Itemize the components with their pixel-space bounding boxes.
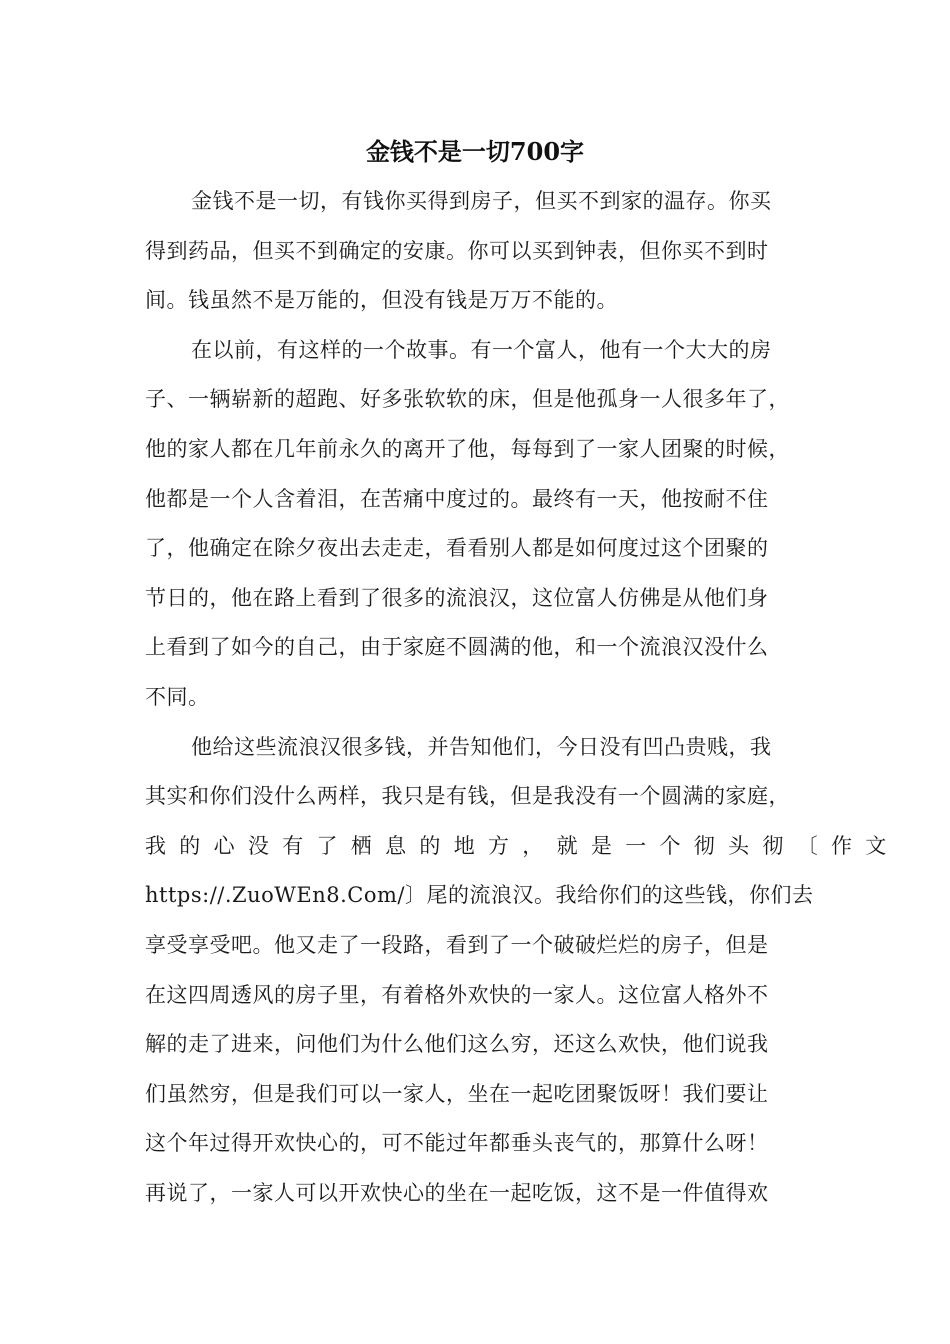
paragraph-line: 这个年过得开欢快心的，可不能过年都垂头丧气的，那算什么呀！ bbox=[145, 1131, 769, 1156]
paragraph-line: 得到药品，但买不到确定的安康。你可以买到钟表，但你买不到时 bbox=[145, 238, 769, 263]
paragraph-line: 间。钱虽然不是万能的，但没有钱是万万不能的。 bbox=[145, 288, 618, 313]
paragraph-line: 享受享受吧。他又走了一段路，看到了一个破破烂烂的房子，但是 bbox=[145, 932, 769, 957]
document-title: 金钱不是一切700字 bbox=[365, 137, 585, 166]
paragraph-line: 解的走了进来，问他们为什么他们这么穷，还这么欢快，他们说我 bbox=[145, 1032, 769, 1057]
paragraph-line: 再说了，一家人可以开欢快心的坐在一起吃饭，这不是一件值得欢 bbox=[145, 1180, 769, 1205]
document-body bbox=[145, 183, 900, 1224]
paragraph-line: 节日的，他在路上看到了很多的流浪汉，这位富人仿佛是从他们身 bbox=[145, 585, 769, 610]
paragraph-line: 他给这些流浪汉很多钱，并告知他们，今日没有凹凸贵贱，我 bbox=[191, 734, 772, 759]
paragraph-line: 他的家人都在几年前永久的离开了他，每每到了一家人团聚的时候， bbox=[145, 436, 790, 461]
paragraph-line: https://.ZuoWEn8.Com/〕尾的流浪汉。我给你们的这些钱，你们去 bbox=[145, 883, 814, 908]
paragraph-line: 其实和你们没什么两样，我只是有钱，但是我没有一个圆满的家庭， bbox=[145, 784, 790, 809]
paragraph-line: 不同。 bbox=[145, 684, 210, 709]
paragraph-line: 们虽然穷，但是我们可以一家人，坐在一起吃团聚饭呀！我们要让 bbox=[145, 1081, 769, 1106]
paragraph-line: 子、一辆崭新的超跑、好多张软软的床，但是他孤身一人很多年了， bbox=[145, 387, 790, 412]
paragraph-line: 我的心没有了栖息的地方，就是一个彻头彻〔作文 bbox=[145, 833, 900, 858]
paragraph-line: 在这四周透风的房子里，有着格外欢快的一家人。这位富人格外不 bbox=[145, 982, 769, 1007]
paragraph-line: 了，他确定在除夕夜出去走走，看看别人都是如何度过这个团聚的 bbox=[145, 536, 769, 561]
paragraph-line: 上看到了如今的自己，由于家庭不圆满的他，和一个流浪汉没什么 bbox=[145, 635, 769, 660]
paragraph-line: 他都是一个人含着泪，在苦痛中度过的。最终有一天，他按耐不住 bbox=[145, 486, 769, 511]
paragraph-line: 金钱不是一切，有钱你买得到房子，但买不到家的温存。你买 bbox=[191, 189, 772, 213]
paragraph-line: 在以前，有这样的一个故事。有一个富人，他有一个大大的房 bbox=[191, 337, 772, 362]
